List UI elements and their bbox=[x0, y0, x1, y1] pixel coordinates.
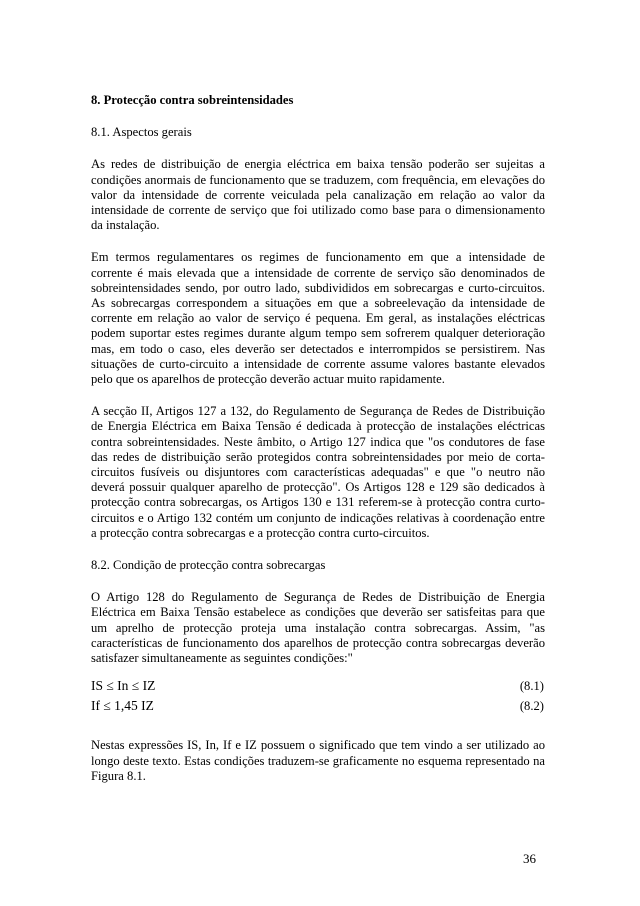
equation-row bbox=[91, 678, 545, 698]
equations-block bbox=[91, 678, 545, 718]
subsection-title-general-aspects: 8.1. Aspectos gerais bbox=[91, 125, 192, 140]
equation-number: (8.2) bbox=[519, 699, 544, 714]
paragraph-expressions: Nestas expressões IS, In, If e IZ possuem o significado que tem vindo a ser utilizado ao longo deste texto. Estas condições traduzem-se graficamente no esquema representado na Figura 8.1. bbox=[91, 738, 545, 783]
page-content bbox=[91, 93, 545, 801]
equation-number: (8.1) bbox=[519, 679, 544, 694]
paragraph-regimes: Em termos regulamentares os regimes de funcionamento em que a intensidade de corrente é mais elevada que a intensidade de corrente de serviço são denominados de sobreintensidades sendo, por outro lado, subdivididos em sobrecargas e curto-circuitos. As sobrecargas correspondem a situações em que a sobreelevação da intensidade de corrente em relação ao valor de serviço é pequena. Em geral, as instalações eléctricas podem suportar estes regimes durante algum tempo sem sofrerem qualquer deterioração mas, em todo o caso, eles deverão ser detectados e interrompidos se persistirem. Nas situações de curto-circuito a intensidade de corrente assume valores bastante elevados pelo que os aparelhos de protecção deverão actuar muito rapidamente. bbox=[91, 250, 545, 387]
page-number: 36 bbox=[523, 851, 536, 866]
equation-expression: If ≤ 1,45 IZ bbox=[91, 698, 154, 714]
paragraph-regulation: A secção II, Artigos 127 a 132, do Regulamento de Segurança de Redes de Distribuição de Energia Eléctrica em Baixa Tensão é dedicada à protecção de instalações eléctricas contra sobreintensidades. Neste âmbito, o Artigo 127 indica que "os condutores de fase das redes de distribuição serão protegidos contra sobreintensidades por meio de corta-circuitos fusíveis ou disjuntores com características adequadas" e que "o neutro não deverá possuir qualquer aparelho de protecção". Os Artigos 128 e 129 são dedicados à protecção contra sobrecargas, os Artigos 130 e 131 referem-se à protecção contra curto-circuitos e o Artigo 132 contém um conjunto de indicações relativas à coordenação entre a protecção contra sobrecargas e a protecção contra curto-circuitos. bbox=[91, 404, 545, 540]
equation-row bbox=[91, 698, 545, 718]
equation-expression: IS ≤ In ≤ IZ bbox=[91, 678, 156, 694]
section-title: 8. Protecção contra sobreintensidades bbox=[91, 93, 294, 107]
paragraph-article-128: O Artigo 128 do Regulamento de Segurança de Redes de Distribuição de Energia Eléctrica em Baixa Tensão estabelece as condições que deverão ser satisfeitas para que um aprelho de protecção proteja uma instalação contra sobrecargas. Assim, "as características de funcionamento dos aparelhos de protecção contra sobrecargas deverão satisfazer simultaneamente as seguintes condições:" bbox=[91, 590, 545, 666]
paragraph-intro: As redes de distribuição de energia eléctrica em baixa tensão poderão ser sujeitas a condições anormais de funcionamento que se traduzem, com frequência, em elevações do valor da intensidade de corrente veiculada pela canalização em relação ao valor da intensidade de corrente de serviço que foi utilizado como base para o dimensionamento da instalação. bbox=[91, 157, 545, 233]
subsection-title-overload-condition: 8.2. Condição de protecção contra sobrecargas bbox=[91, 558, 326, 573]
